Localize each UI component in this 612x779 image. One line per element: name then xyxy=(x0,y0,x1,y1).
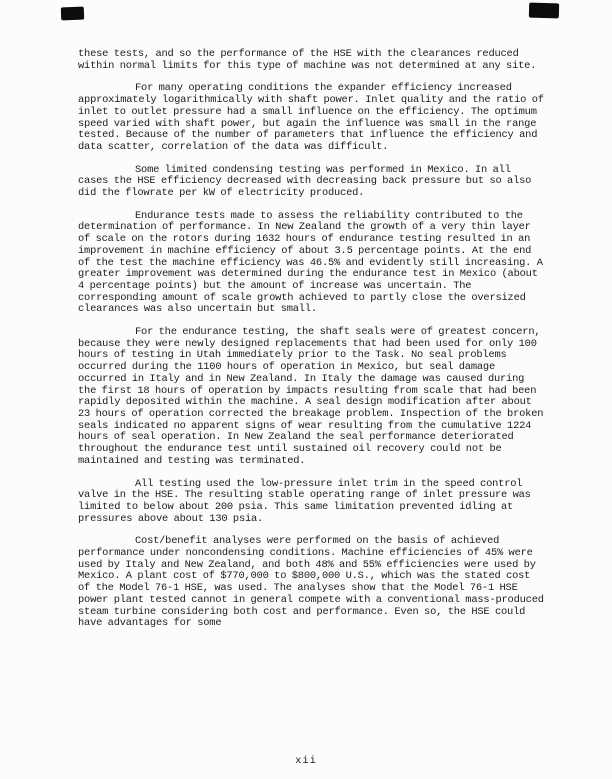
scan-artifact-top-right xyxy=(529,3,559,19)
paragraph: Cost/benefit analyses were performed on the basis of achieved performance under noncondensing conditions. Machine efficiencies of 45% were used by Italy and New Zealand, and both 48% and 55% efficiencies were used by Mexico. A plant cost of $770,000 to $800,000 U.S., which was the stated cost of the Model 76-1 HSE, was used. The analyses show that the Model 76-1 HSE power plant tested cannot in general compete with a conventional mass-produced steam turbine considering both cost and performance. Even so, the HSE could have advantages for some xyxy=(78,535,544,630)
paragraph: these tests, and so the performance of the HSE with the clearances reduced within normal limits for this type of machine was not determined at any site. xyxy=(78,48,537,72)
paragraph: All testing used the low-pressure inlet trim in the speed control valve in the HSE. The resulting stable operating range of inlet pressure was limited to below about 200 psia. This same limitation prevented idling at pressures above about 130 psia. xyxy=(78,477,531,525)
paragraph: Endurance tests made to assess the reliability contributed to the determination of performance. In New Zealand the growth of a very thin layer of scale on the rotors during 1632 hours of endurance testing resulted in an improvement in machine efficiency of about 3.5 percentage points. At the end of the test the machine efficiency was 46.5% and evidently still increasing. A greater improvement was determined during the endurance test in Mexico (about 4 percentage points) but the amount of increase was uncertain. The corresponding amount of scale growth achieved to partly close the oversized clearances was also uncertain but small. xyxy=(78,209,543,316)
page-number: xii xyxy=(295,755,317,767)
body-text xyxy=(78,49,544,641)
paragraph: For many operating conditions the expander efficiency increased approximately logarithmically with shaft power. Inlet quality and the ratio of inlet to outlet pressure had a small influence on the efficiency. The optimum speed varied with shaft power, but again the influence was small in the range tested. Because of the number of parameters that influence the efficiency and data scatter, correlation of the data was difficult. xyxy=(78,82,544,153)
scan-artifact-top-left xyxy=(61,7,84,21)
paragraph: Some limited condensing testing was performed in Mexico. In all cases the HSE efficiency decreased with decreasing back pressure but so also did the flowrate per kW of electricity produced. xyxy=(78,163,532,200)
paragraph: For the endurance testing, the shaft seals were of greatest concern, because they were newly designed replacements that had been used for only 100 hours of testing in Utah immediately prior to the Task. No seal problems occurred during the 1100 hours of operation in Mexico, but seal damage occurred in Italy and in New Zealand. In Italy the damage was caused during the first 18 hours of operation by impacts resulting from scale that had been rapidly deposited within the machine. A seal design modification after about 23 hours of operation corrected the breakage problem. Inspection of the broken seals indicated no apparent signs of wear resulting from the cumulative 1224 hours of seal operation. In New Zealand the seal performance deteriorated throughout the endurance test until sustained oil recovery could not be maintained and testing was terminated. xyxy=(78,326,544,467)
